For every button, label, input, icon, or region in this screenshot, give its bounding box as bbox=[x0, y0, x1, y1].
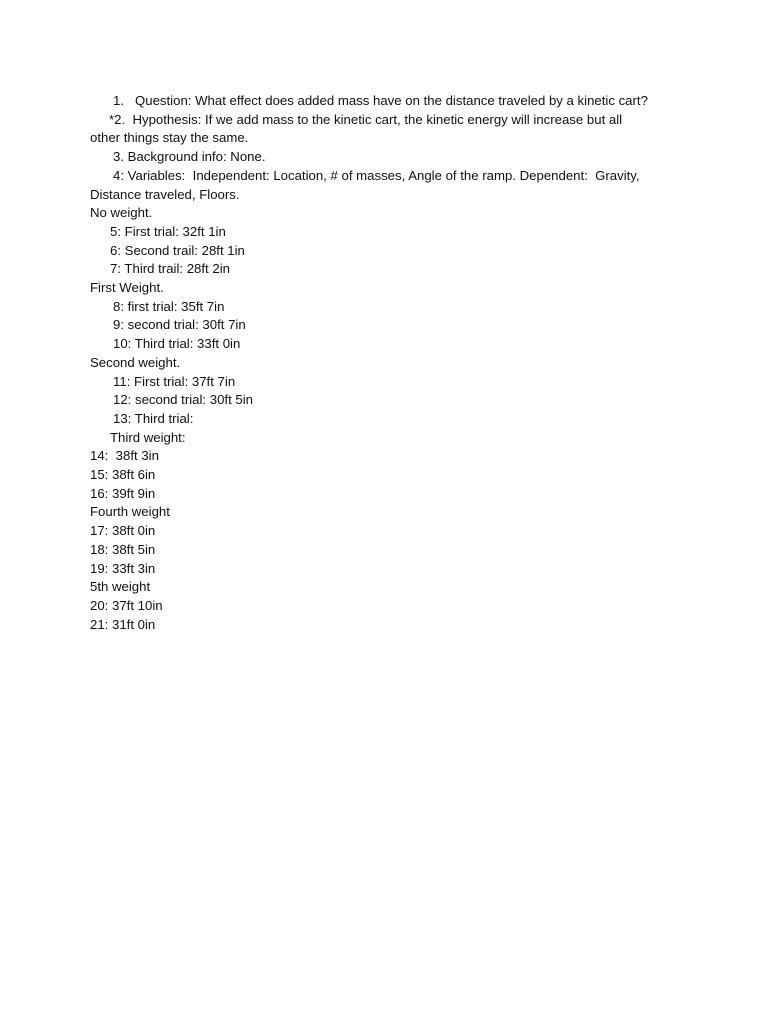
trial-6: 6: Second trail: 28ft 1in bbox=[110, 242, 245, 258]
trial-8: 8: first trial: 35ft 7in bbox=[113, 298, 225, 314]
trial-15: 15: 38ft 6in bbox=[90, 467, 156, 483]
trial-11: 11: First trial: 37ft 7in bbox=[113, 373, 236, 389]
trial-7: 7: Third trail: 28ft 2in bbox=[110, 261, 230, 277]
hypothesis-line-1: *2. Hypothesis: If we add mass to the kinetic cart, the kinetic energy will increase but all bbox=[109, 111, 623, 127]
trial-5: 5: First trial: 32ft 1in bbox=[110, 223, 226, 239]
group-heading-third-weight: Third weight: bbox=[110, 429, 186, 445]
variables-line-2: Distance traveled, Floors. bbox=[90, 186, 240, 202]
trial-9: 9: second trial: 30ft 7in bbox=[113, 317, 246, 333]
trial-20: 20: 37ft 10in bbox=[90, 597, 163, 613]
trial-17: 17: 38ft 0in bbox=[90, 523, 156, 539]
trial-21: 21: 31ft 0in bbox=[90, 616, 156, 632]
trial-18: 18: 38ft 5in bbox=[90, 541, 156, 557]
group-heading-second-weight: Second weight. bbox=[90, 354, 181, 370]
trial-14: 14: 38ft 3in bbox=[90, 448, 159, 464]
hypothesis-line-2: other things stay the same. bbox=[90, 130, 249, 146]
question-number: 1. bbox=[113, 93, 124, 108]
document-body bbox=[90, 92, 680, 634]
trial-12: 12: second trial: 30ft 5in bbox=[113, 392, 254, 408]
trial-16: 16: 39ft 9in bbox=[90, 485, 156, 501]
trial-19: 19: 33ft 3in bbox=[90, 560, 156, 576]
variables-line-1: 4: Variables: Independent: Location, # of masses, Angle of the ramp. Dependent: Gravity, bbox=[113, 167, 640, 183]
group-heading-first-weight: First Weight. bbox=[90, 280, 164, 296]
background-line: 3. Background info: None. bbox=[113, 149, 266, 165]
group-heading-fifth-weight: 5th weight bbox=[90, 579, 151, 595]
trial-13: 13: Third trial: bbox=[113, 410, 194, 426]
group-heading-no-weight: No weight. bbox=[90, 205, 153, 221]
question-text: Question: What effect does added mass have on the distance traveled by a kinetic cart? bbox=[135, 93, 648, 108]
group-heading-fourth-weight: Fourth weight bbox=[90, 504, 170, 520]
trial-10: 10: Third trial: 33ft 0in bbox=[113, 336, 241, 352]
question-line bbox=[90, 92, 680, 111]
